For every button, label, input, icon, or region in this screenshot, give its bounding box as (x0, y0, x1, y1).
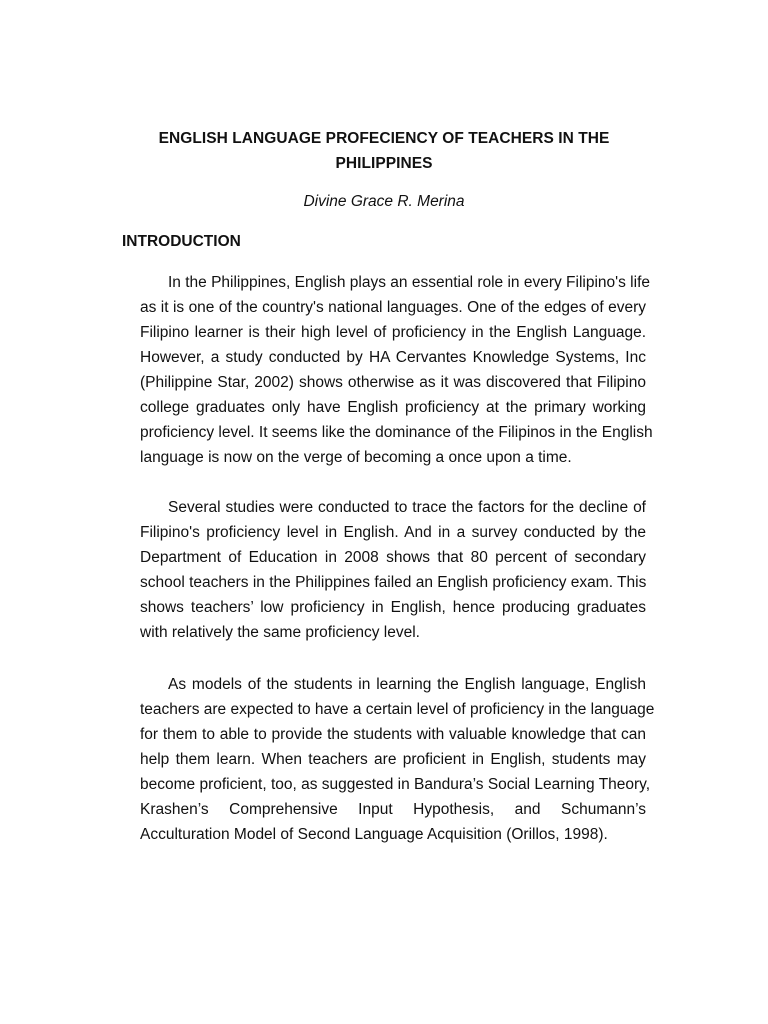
document-title-line-2: PHILIPPINES (335, 155, 433, 172)
paragraph-line: proficiency level. It seems like the dominance of the Filipinos in the English (140, 424, 653, 441)
paragraph-line: In the Philippines, English plays an essential role in every Filipino's life (168, 274, 650, 291)
paragraph-line: (Philippine Star, 2002) shows otherwise as it was discovered that Filipino (140, 374, 646, 391)
paragraph-line: Several studies were conducted to trace the factors for the decline of (168, 499, 646, 516)
paragraph-line: shows teachers’ low proficiency in English, hence producing graduates (140, 599, 646, 616)
author-name: Divine Grace R. Merina (303, 193, 465, 210)
paragraph-line: Filipino learner is their high level of proficiency in the English Language. (140, 324, 646, 341)
paragraph-line: Department of Education in 2008 shows that 80 percent of secondary (140, 549, 646, 566)
paragraph-line: as it is one of the country's national languages. One of the edges of every (140, 299, 646, 316)
paragraph-line: school teachers in the Philippines failed an English proficiency exam. This (140, 574, 647, 591)
paragraph-line: language is now on the verge of becoming a once upon a time. (140, 449, 572, 466)
section-heading-introduction: INTRODUCTION (122, 233, 241, 250)
paragraph-line: Krashen’s Comprehensive Input Hypothesis, and Schumann’s (140, 801, 646, 818)
paragraph-line: become proficient, too, as suggested in Bandura’s Social Learning Theory, (140, 776, 651, 793)
paragraph-line: college graduates only have English proficiency at the primary working (140, 399, 646, 416)
paragraph-line: for them to able to provide the students with valuable knowledge that can (140, 726, 646, 743)
paragraph-line: However, a study conducted by HA Cervantes Knowledge Systems, Inc (140, 349, 646, 366)
paragraph-line: Acculturation Model of Second Language Acquisition (Orillos, 1998). (140, 826, 608, 843)
document-title-line-1: ENGLISH LANGUAGE PROFECIENCY OF TEACHERS IN THE (158, 130, 610, 147)
paragraph-line: As models of the students in learning the English language, English (168, 676, 646, 693)
paragraph-line: teachers are expected to have a certain level of proficiency in the language (140, 701, 655, 718)
paragraph-line: Filipino's proficiency level in English. And in a survey conducted by the (140, 524, 646, 541)
paragraph-line: with relatively the same proficiency level. (140, 624, 420, 641)
paragraph-line: help them learn. When teachers are proficient in English, students may (140, 751, 646, 768)
